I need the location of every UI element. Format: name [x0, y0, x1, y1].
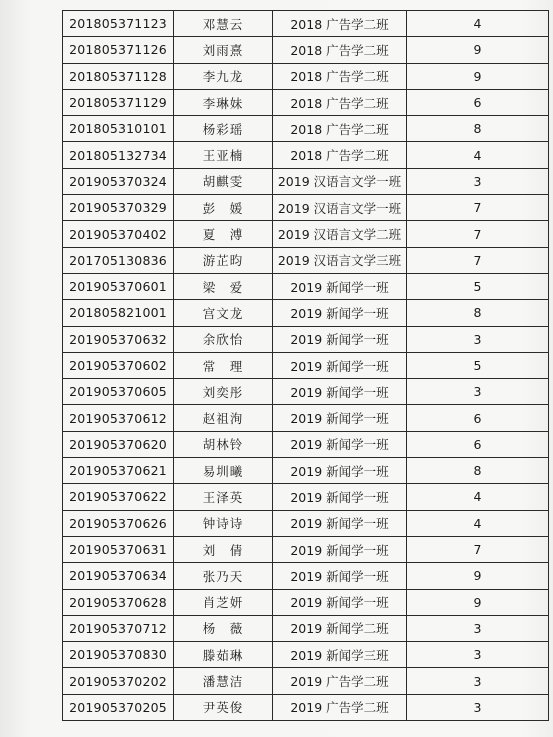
table-row	[63, 615, 549, 641]
score-cell: 3	[407, 694, 549, 720]
student-id-cell: 201805132734	[63, 142, 174, 168]
student-id-cell: 201805371128	[63, 63, 174, 89]
score-cell: 3	[407, 615, 549, 641]
student-name-cell: 李琳妹	[174, 89, 273, 115]
class-name-cell: 2018 广告学二班	[273, 89, 407, 115]
score-cell: 4	[407, 142, 549, 168]
score-cell: 4	[407, 510, 549, 536]
student-name-cell: 邓慧云	[174, 11, 273, 37]
table-row	[63, 563, 549, 589]
student-name-cell: 刘 倩	[174, 536, 273, 562]
class-name-cell: 2019 汉语言文学三班	[273, 247, 407, 273]
score-cell: 7	[407, 221, 549, 247]
table-row	[63, 273, 549, 299]
score-cell: 3	[407, 642, 549, 668]
student-name-cell: 夏 溥	[174, 221, 273, 247]
student-id-cell: 201805371123	[63, 11, 174, 37]
student-name-cell: 杨 薇	[174, 615, 273, 641]
student-name-cell: 王泽英	[174, 484, 273, 510]
student-name-cell: 游芷昀	[174, 247, 273, 273]
student-id-cell: 201905370621	[63, 458, 174, 484]
class-name-cell: 2019 新闻学一班	[273, 458, 407, 484]
class-name-cell: 2019 新闻学一班	[273, 510, 407, 536]
student-id-cell: 201805371129	[63, 89, 174, 115]
score-cell: 3	[407, 379, 549, 405]
class-name-cell: 2019 新闻学一班	[273, 326, 407, 352]
student-id-cell: 201805821001	[63, 300, 174, 326]
student-name-cell: 张乃天	[174, 563, 273, 589]
student-id-cell: 201905370605	[63, 379, 174, 405]
student-name-cell: 梁 爱	[174, 273, 273, 299]
score-cell: 8	[407, 458, 549, 484]
student-id-cell: 201905370631	[63, 536, 174, 562]
student-name-cell: 李九龙	[174, 63, 273, 89]
table-row	[63, 247, 549, 273]
student-id-cell: 201905370622	[63, 484, 174, 510]
table-row	[63, 642, 549, 668]
student-name-cell: 胡林铃	[174, 431, 273, 457]
class-name-cell: 2019 新闻学一班	[273, 379, 407, 405]
student-name-cell: 尹英俊	[174, 694, 273, 720]
class-name-cell: 2018 广告学二班	[273, 37, 407, 63]
score-cell: 6	[407, 431, 549, 457]
class-name-cell: 2019 广告学二班	[273, 694, 407, 720]
table-row	[63, 37, 549, 63]
table-row	[63, 431, 549, 457]
student-name-cell: 钟诗诗	[174, 510, 273, 536]
table-row	[63, 694, 549, 720]
score-cell: 7	[407, 536, 549, 562]
student-name-cell: 胡麒雯	[174, 168, 273, 194]
student-name-cell: 潘慧洁	[174, 668, 273, 694]
student-id-cell: 201905370205	[63, 694, 174, 720]
score-cell: 7	[407, 195, 549, 221]
score-cell: 9	[407, 563, 549, 589]
student-roster-table	[62, 10, 549, 721]
table-row	[63, 458, 549, 484]
student-id-cell: 201905370402	[63, 221, 174, 247]
class-name-cell: 2019 新闻学一班	[273, 431, 407, 457]
student-id-cell: 201905370602	[63, 352, 174, 378]
student-name-cell: 常 理	[174, 352, 273, 378]
class-name-cell: 2019 新闻学一班	[273, 300, 407, 326]
score-cell: 6	[407, 405, 549, 431]
score-cell: 5	[407, 273, 549, 299]
class-name-cell: 2019 新闻学二班	[273, 615, 407, 641]
table-row	[63, 326, 549, 352]
student-id-cell: 201905370632	[63, 326, 174, 352]
score-cell: 4	[407, 11, 549, 37]
class-name-cell: 2018 广告学二班	[273, 142, 407, 168]
student-id-cell: 201905370628	[63, 589, 174, 615]
table-row	[63, 352, 549, 378]
table-row	[63, 89, 549, 115]
score-cell: 3	[407, 168, 549, 194]
score-cell: 7	[407, 247, 549, 273]
table-row	[63, 668, 549, 694]
class-name-cell: 2019 新闻学一班	[273, 589, 407, 615]
class-name-cell: 2019 汉语言文学一班	[273, 168, 407, 194]
student-id-cell: 201905370634	[63, 563, 174, 589]
class-name-cell: 2019 汉语言文学二班	[273, 221, 407, 247]
class-name-cell: 2019 汉语言文学一班	[273, 195, 407, 221]
student-name-cell: 王亚楠	[174, 142, 273, 168]
class-name-cell: 2019 新闻学一班	[273, 536, 407, 562]
score-cell: 9	[407, 37, 549, 63]
table-row	[63, 116, 549, 142]
student-id-cell: 201905370830	[63, 642, 174, 668]
student-id-cell: 201905370329	[63, 195, 174, 221]
table-row	[63, 168, 549, 194]
student-id-cell: 201805371126	[63, 37, 174, 63]
student-id-cell: 201905370202	[63, 668, 174, 694]
table-row	[63, 379, 549, 405]
score-cell: 6	[407, 89, 549, 115]
score-cell: 3	[407, 326, 549, 352]
student-name-cell: 滕茹琳	[174, 642, 273, 668]
student-id-cell: 201905370626	[63, 510, 174, 536]
student-name-cell: 肖芝妍	[174, 589, 273, 615]
student-name-cell: 彭 媛	[174, 195, 273, 221]
class-name-cell: 2018 广告学二班	[273, 11, 407, 37]
student-id-cell: 201705130836	[63, 247, 174, 273]
student-name-cell: 易圳曦	[174, 458, 273, 484]
table-row	[63, 142, 549, 168]
score-cell: 9	[407, 63, 549, 89]
student-name-cell: 宫文龙	[174, 300, 273, 326]
class-name-cell: 2019 新闻学一班	[273, 484, 407, 510]
student-name-cell: 杨彩瑶	[174, 116, 273, 142]
class-name-cell: 2019 新闻学一班	[273, 405, 407, 431]
table-row	[63, 63, 549, 89]
score-cell: 4	[407, 484, 549, 510]
score-cell: 8	[407, 300, 549, 326]
roster-body	[63, 11, 549, 721]
student-name-cell: 余欣怡	[174, 326, 273, 352]
table-row	[63, 536, 549, 562]
table-row	[63, 589, 549, 615]
table-row	[63, 484, 549, 510]
table-row	[63, 510, 549, 536]
student-id-cell: 201805310101	[63, 116, 174, 142]
table-row	[63, 11, 549, 37]
table-row	[63, 405, 549, 431]
class-name-cell: 2019 新闻学一班	[273, 563, 407, 589]
score-cell: 3	[407, 668, 549, 694]
class-name-cell: 2018 广告学二班	[273, 116, 407, 142]
student-name-cell: 刘奕彤	[174, 379, 273, 405]
student-id-cell: 201905370612	[63, 405, 174, 431]
table-row	[63, 195, 549, 221]
score-cell: 9	[407, 589, 549, 615]
table-row	[63, 300, 549, 326]
student-id-cell: 201905370324	[63, 168, 174, 194]
student-id-cell: 201905370620	[63, 431, 174, 457]
table-row	[63, 221, 549, 247]
class-name-cell: 2018 广告学二班	[273, 63, 407, 89]
score-cell: 5	[407, 352, 549, 378]
class-name-cell: 2019 新闻学一班	[273, 352, 407, 378]
student-id-cell: 201905370601	[63, 273, 174, 299]
score-cell: 8	[407, 116, 549, 142]
student-name-cell: 刘雨熹	[174, 37, 273, 63]
class-name-cell: 2019 新闻学一班	[273, 273, 407, 299]
class-name-cell: 2019 新闻学三班	[273, 642, 407, 668]
student-name-cell: 赵祖洵	[174, 405, 273, 431]
class-name-cell: 2019 广告学二班	[273, 668, 407, 694]
student-id-cell: 201905370712	[63, 615, 174, 641]
